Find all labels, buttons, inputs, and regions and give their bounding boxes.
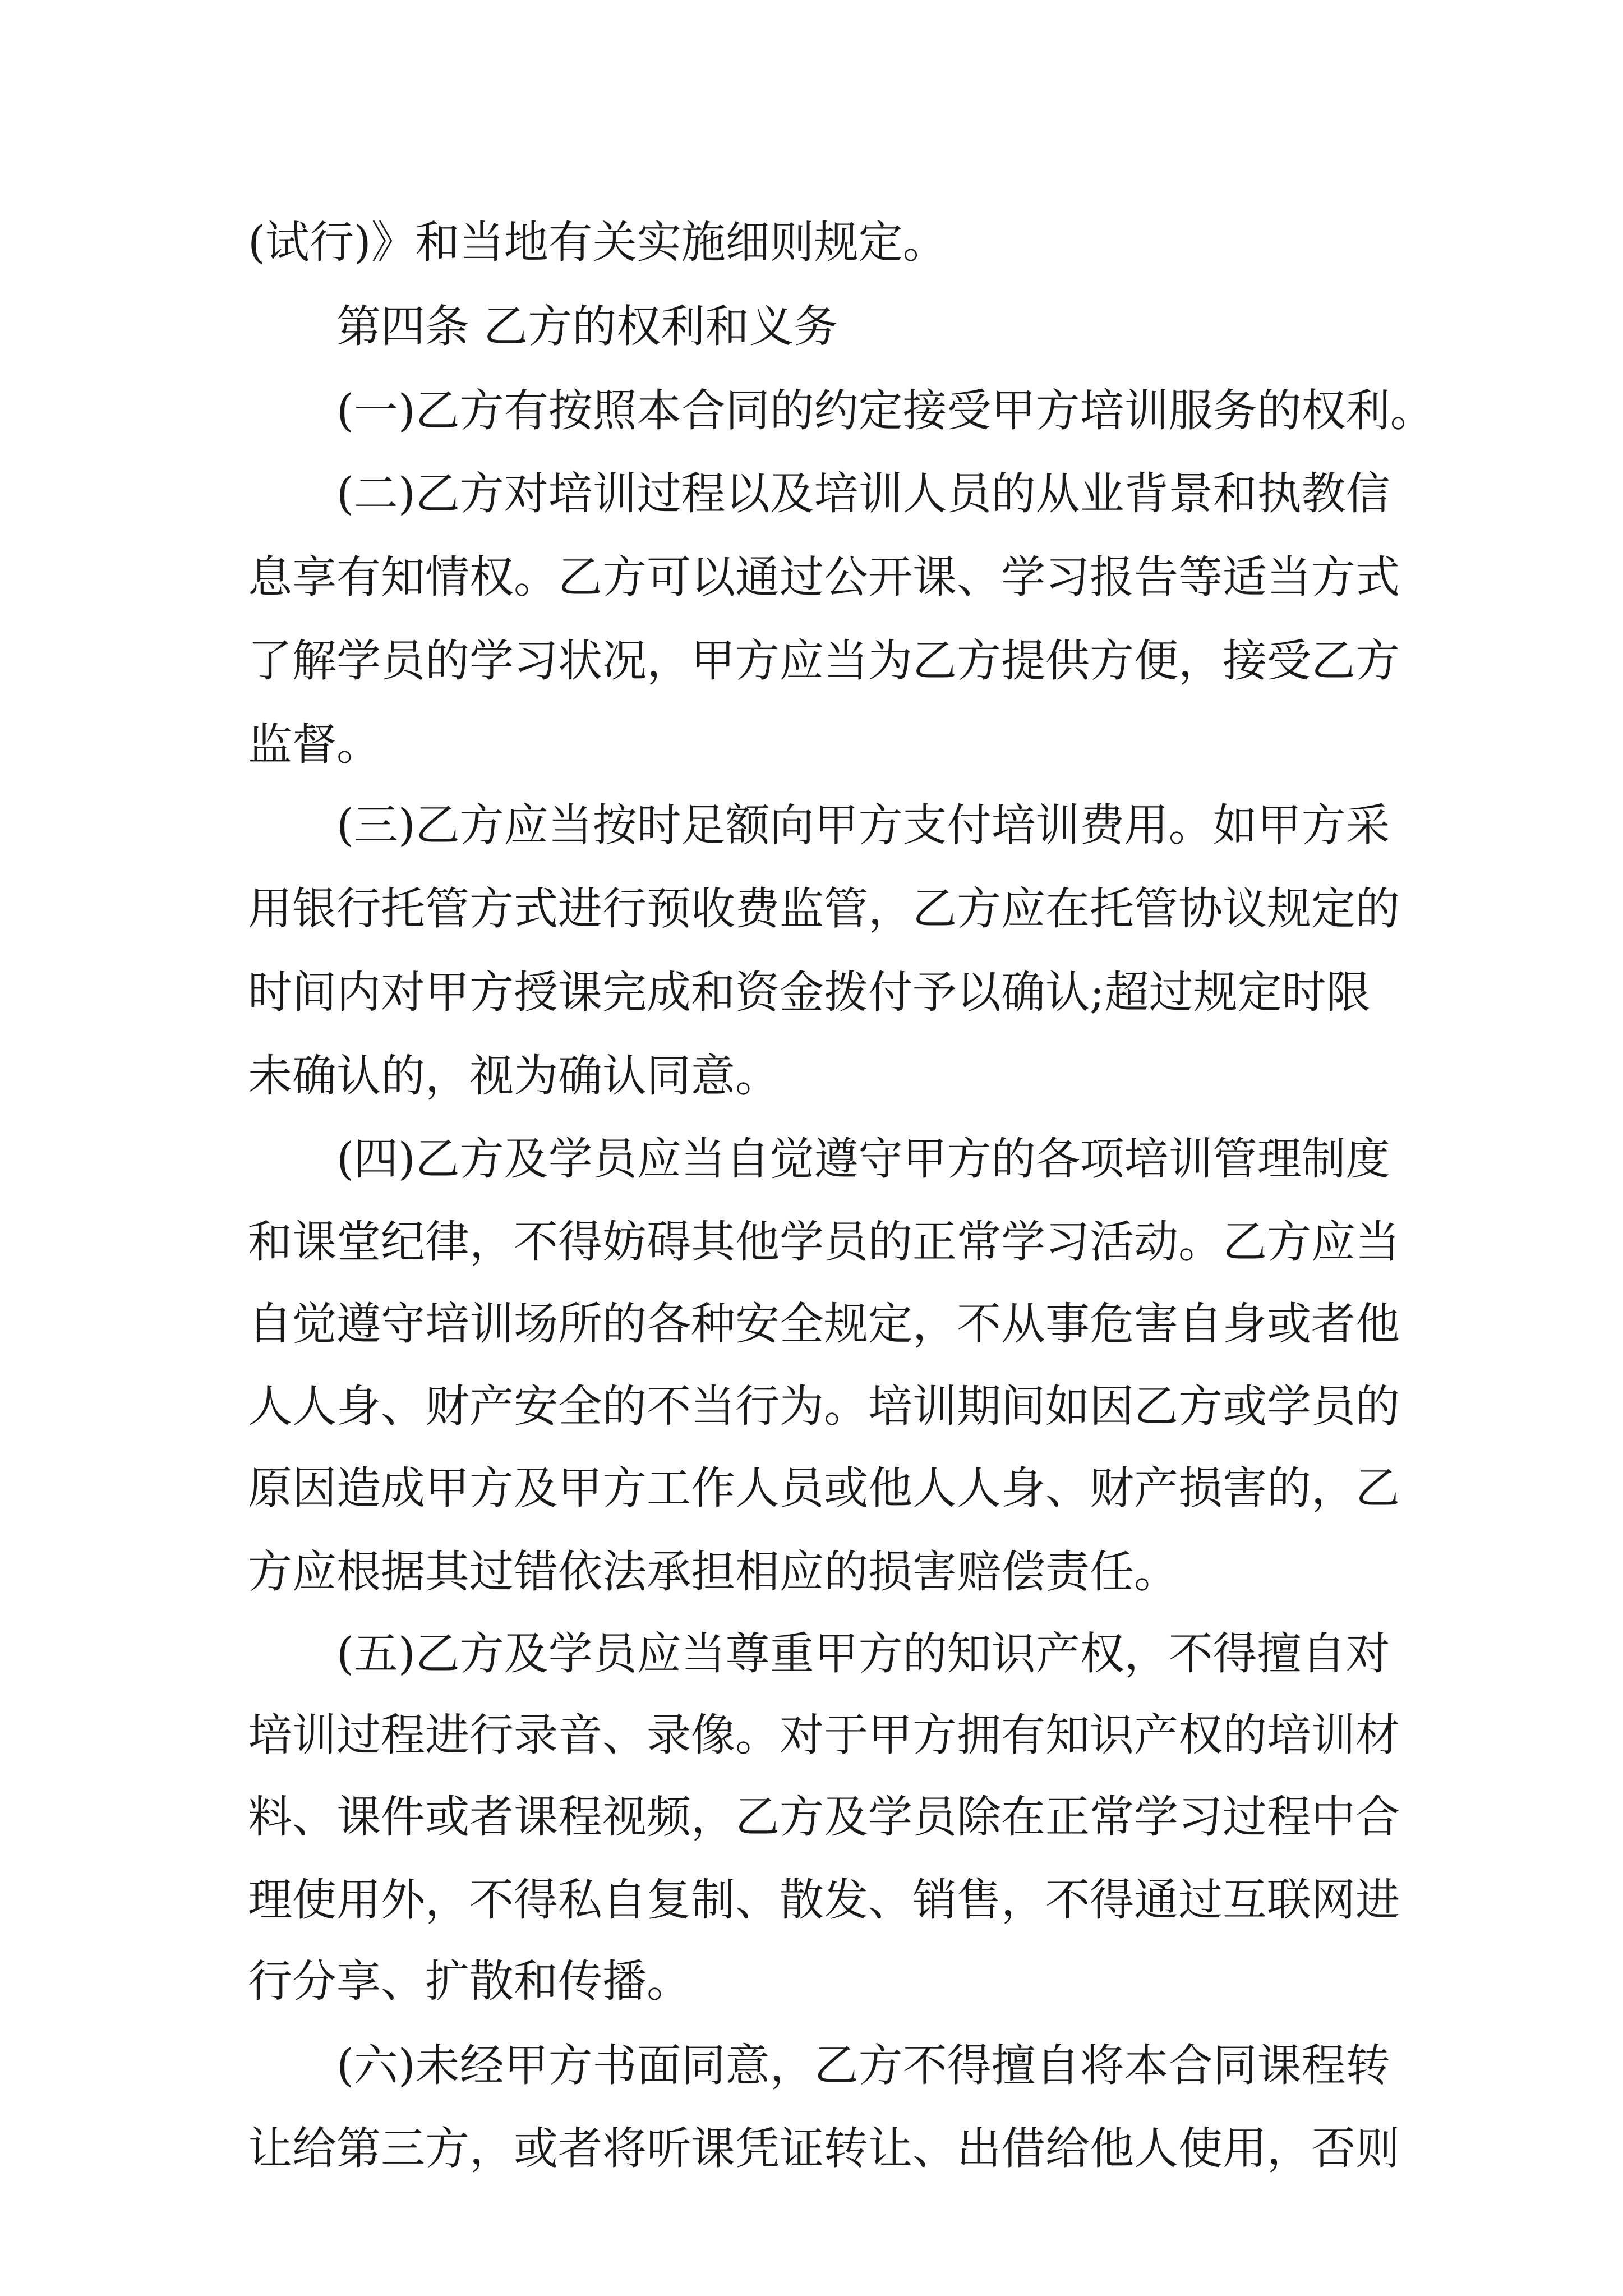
text-line: 和课堂纪律，不得妨碍其他学员的正常学习活动。乙方应当 (248, 1216, 1400, 1268)
text-line: 原因造成甲方及甲方工作人员或他人人身、财产损害的，乙 (248, 1462, 1400, 1514)
text-line: 未确认的，视为确认同意。 (248, 1050, 780, 1102)
text-line: 让给第三方，或者将听课凭证转让、出借给他人使用，否则 (248, 2123, 1400, 2174)
text-line: 了解学员的学习状况，甲方应当为乙方提供方便，接受乙方 (248, 635, 1400, 687)
text-line: 监督。 (248, 719, 381, 770)
text-line: 自觉遵守培训场所的各种安全规定，不从事危害自身或者他 (248, 1298, 1400, 1350)
text-line: (试行)》和当地有关实施细则规定。 (248, 217, 947, 268)
text-line: (六)未经甲方书面同意，乙方不得擅自将本合同课程转 (336, 2040, 1390, 2091)
text-line: 行分享、扩散和传播。 (248, 1955, 691, 2007)
text-line: (三)乙方应当按时足额向甲方支付培训费用。如甲方采 (336, 799, 1390, 851)
text-line: 理使用外，不得私自复制、散发、销售，不得通过互联网进 (248, 1874, 1400, 1926)
text-line: (一)乙方有按照本合同的约定接受甲方培训服务的权利。 (336, 385, 1435, 436)
text-line: (二)乙方对培训过程以及培训人员的从业背景和执教信 (336, 468, 1390, 519)
text-line: (四)乙方及学员应当自觉遵守甲方的各项培训管理制度 (336, 1133, 1390, 1185)
text-line: 人人身、财产安全的不当行为。培训期间如因乙方或学员的 (248, 1381, 1400, 1432)
text-line: 息享有知情权。乙方可以通过公开课、学习报告等适当方式 (248, 551, 1400, 603)
text-line: 培训过程进行录音、录像。对于甲方拥有知识产权的培训材 (248, 1709, 1400, 1761)
section-heading: 第四条 乙方的权利和义务 (336, 301, 838, 352)
text-line: (五)乙方及学员应当尊重甲方的知识产权，不得擅自对 (336, 1628, 1390, 1680)
text-line: 料、课件或者课程视频，乙方及学员除在正常学习过程中合 (248, 1791, 1400, 1843)
text-line: 方应根据其过错依法承担相应的损害赔偿责任。 (248, 1546, 1178, 1598)
text-line: 时间内对甲方授课完成和资金拨付予以确认;超过规定时限 (248, 967, 1371, 1018)
text-line: 用银行托管方式进行预收费监管，乙方应在托管协议规定的 (248, 883, 1400, 935)
